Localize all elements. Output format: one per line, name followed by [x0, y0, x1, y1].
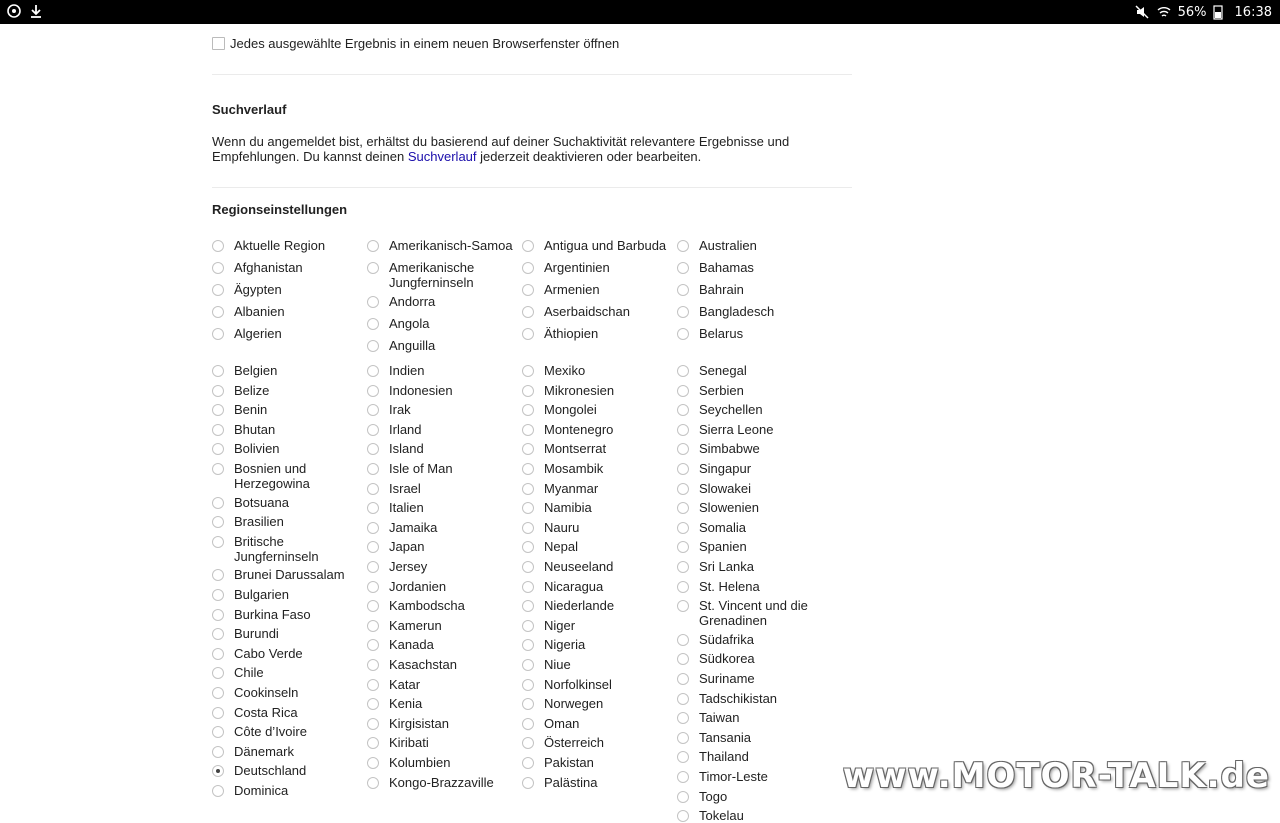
region-radio[interactable]	[367, 365, 379, 377]
region-label: Togo	[699, 788, 728, 804]
region-radio[interactable]	[522, 284, 534, 296]
region-label: Kasachstan	[389, 657, 457, 672]
region-radio[interactable]	[522, 620, 534, 632]
region-radio[interactable]	[677, 541, 689, 553]
wifi-icon	[1156, 4, 1172, 20]
region-label: Palästina	[544, 774, 598, 790]
region-radio[interactable]	[677, 771, 689, 783]
region-radio[interactable]	[677, 581, 689, 593]
region-radio[interactable]	[677, 328, 689, 340]
region-label: Anguilla	[389, 338, 436, 353]
region-radio[interactable]	[677, 284, 689, 296]
region-radio[interactable]	[677, 404, 689, 416]
region-radio[interactable]	[522, 443, 534, 455]
region-radio[interactable]	[677, 732, 689, 744]
region-label: Afghanistan	[234, 260, 303, 275]
region-label: Belarus	[699, 326, 744, 341]
region-label: Côte d’Ivoire	[234, 724, 307, 740]
region-label: Nauru	[544, 519, 580, 535]
region-label: Seychellen	[699, 402, 763, 418]
region-radio[interactable]	[367, 757, 379, 769]
region-label: Senegal	[699, 363, 747, 378]
region-label: Burundi	[234, 626, 279, 642]
region-radio[interactable]	[367, 340, 379, 352]
region-label: Niederlande	[544, 598, 615, 614]
region-label: Singapur	[699, 461, 752, 476]
region-label: Armenien	[544, 282, 600, 297]
region-label: Cabo Verde	[234, 645, 303, 661]
region-radio[interactable]	[522, 659, 534, 671]
region-label: Neuseeland	[544, 559, 614, 574]
region-radio[interactable]	[212, 328, 224, 340]
region-label: Spanien	[699, 539, 747, 555]
region-label: Australien	[699, 238, 757, 253]
region-radio[interactable]	[677, 262, 689, 274]
region-label: Thailand	[699, 749, 749, 765]
region-label: Somalia	[699, 519, 746, 535]
region-radio[interactable]	[522, 404, 534, 416]
region-label: Dominica	[234, 783, 289, 798]
region-radio[interactable]	[212, 443, 224, 455]
region-radio[interactable]	[212, 667, 224, 679]
region-radio[interactable]	[212, 240, 224, 252]
region-radio[interactable]	[212, 687, 224, 699]
region-radio[interactable]	[212, 707, 224, 719]
region-radio[interactable]	[367, 443, 379, 455]
watermark: www.MOTOR-TALK.de	[842, 756, 1270, 796]
region-radio[interactable]	[367, 318, 379, 330]
region-label: Jamaika	[389, 519, 438, 535]
region-radio[interactable]	[367, 659, 379, 671]
region-radio[interactable]	[677, 306, 689, 318]
region-radio[interactable]	[212, 262, 224, 274]
region-label: Aktuelle Region	[234, 238, 326, 253]
region-radio[interactable]	[677, 502, 689, 514]
region-radio[interactable]	[677, 810, 689, 822]
search-history-text-end: jederzeit deaktivieren oder bearbeiten.	[476, 149, 702, 164]
region-radio[interactable]	[367, 296, 379, 308]
region-radio[interactable]	[677, 483, 689, 495]
region-settings-heading: Regionseinstellungen	[212, 202, 348, 217]
new-window-checkbox[interactable]	[212, 37, 225, 50]
region-radio[interactable]	[367, 385, 379, 397]
region-radio[interactable]	[677, 463, 689, 475]
region-label: Tadschikistan	[699, 690, 778, 706]
region-radio[interactable]	[212, 536, 224, 548]
region-label: Oman	[544, 715, 580, 731]
region-label: Sri Lanka	[699, 559, 754, 574]
region-label: Slowakei	[699, 480, 752, 496]
region-radio[interactable]	[212, 306, 224, 318]
region-label: Antigua und Barbuda	[544, 238, 667, 253]
region-label: Mexiko	[544, 363, 586, 378]
region-radio[interactable]	[522, 581, 534, 593]
region-radio[interactable]	[367, 424, 379, 436]
region-radio[interactable]	[367, 541, 379, 553]
search-history-description	[212, 134, 832, 164]
region-label: Kenia	[389, 696, 423, 712]
region-label: Japan	[389, 539, 425, 555]
region-radio[interactable]	[522, 737, 534, 749]
region-label: Algerien	[234, 326, 282, 341]
region-label: Tokelau	[699, 808, 744, 823]
region-radio[interactable]	[212, 609, 224, 621]
region-label: Kanada	[389, 637, 434, 653]
region-radio[interactable]	[522, 639, 534, 651]
region-label: Niger	[544, 617, 576, 633]
region-radio[interactable]	[212, 284, 224, 296]
download-icon	[28, 3, 44, 19]
region-label: Belize	[234, 382, 270, 398]
region-label: Bosnien und Herzegowina	[234, 461, 310, 491]
region-radio[interactable]	[367, 463, 379, 475]
region-radio[interactable]	[522, 483, 534, 495]
region-label: Kamerun	[389, 617, 442, 633]
status-bar	[0, 0, 1280, 24]
region-label: Taiwan	[699, 710, 740, 726]
region-label: Bahamas	[699, 260, 754, 275]
region-label: Südafrika	[699, 631, 754, 647]
region-label: Indonesien	[389, 382, 453, 398]
region-radio[interactable]	[522, 698, 534, 710]
region-label: Niue	[544, 657, 571, 672]
region-label: Namibia	[544, 500, 592, 516]
divider	[212, 74, 852, 75]
region-radio[interactable]	[367, 600, 379, 612]
region-label: Andorra	[389, 294, 436, 309]
region-label: Norwegen	[544, 696, 604, 712]
region-label: Nepal	[544, 539, 578, 555]
region-radio[interactable]	[367, 777, 379, 789]
region-radio[interactable]	[677, 693, 689, 705]
search-history-link[interactable]: Suchverlauf	[407, 149, 477, 164]
region-radio[interactable]	[677, 443, 689, 455]
region-label: Amerikanische Jungferninseln	[389, 260, 475, 290]
region-label: Bangladesch	[699, 304, 775, 319]
region-radio[interactable]	[212, 589, 224, 601]
region-radio[interactable]	[212, 569, 224, 581]
region-label: Mikronesien	[544, 382, 615, 398]
region-radio[interactable]	[212, 463, 224, 475]
region-label: Brunei Darussalam	[234, 567, 345, 583]
region-label: Simbabwe	[699, 441, 760, 457]
region-radio[interactable]	[522, 365, 534, 377]
region-label: Kambodscha	[389, 598, 465, 614]
region-label: Brasilien	[234, 514, 284, 530]
region-label: Norfolkinsel	[544, 676, 612, 692]
battery-icon	[1213, 4, 1229, 20]
clock: 16:38	[1234, 4, 1272, 20]
region-label: Angola	[389, 316, 430, 331]
region-label: Benin	[234, 402, 268, 418]
region-radio[interactable]	[212, 365, 224, 377]
region-radio[interactable]	[522, 718, 534, 730]
region-label: Chile	[234, 665, 264, 681]
region-label: Bahrain	[699, 282, 744, 297]
region-radio[interactable]	[677, 791, 689, 803]
region-label: Kongo-Brazzaville	[389, 774, 494, 790]
search-history-text: Wenn du angemeldet bist, erhältst du basierend auf deiner Suchaktivität relevantere Ergebnisse und Empfehlungen. Du kannst deinen	[212, 134, 790, 164]
region-radio[interactable]	[522, 757, 534, 769]
region-label: Deutschland	[234, 763, 307, 779]
region-label: Mosambik	[544, 461, 604, 476]
region-radio[interactable]	[677, 634, 689, 646]
region-label: Jersey	[389, 559, 428, 574]
region-radio[interactable]	[677, 522, 689, 534]
new-window-label: Jedes ausgewählte Ergebnis in einem neuen Browserfenster öffnen	[230, 36, 620, 51]
search-history-heading: Suchverlauf	[212, 102, 287, 117]
region-label: Myanmar	[544, 480, 599, 496]
region-label: Kolumbien	[389, 755, 451, 770]
region-label: Aserbaidschan	[544, 304, 630, 319]
region-label: Österreich	[544, 735, 604, 751]
region-label: Timor-Leste	[699, 769, 768, 784]
region-label: Albanien	[234, 304, 285, 319]
region-label: Italien	[389, 500, 424, 516]
region-label: Cookinseln	[234, 685, 299, 700]
region-label: Kiribati	[389, 735, 429, 751]
region-radio[interactable]	[522, 240, 534, 252]
region-label: Ägypten	[234, 282, 282, 297]
region-label: Island	[389, 441, 424, 457]
region-label: Indien	[389, 363, 425, 378]
region-label: Nigeria	[544, 637, 586, 653]
region-label: Sierra Leone	[699, 421, 774, 437]
region-radio[interactable]	[677, 751, 689, 763]
region-radio[interactable]	[367, 240, 379, 252]
power-saver-icon	[6, 3, 22, 19]
region-radio[interactable]	[367, 483, 379, 495]
region-radio[interactable]	[522, 541, 534, 553]
region-label: Südkorea	[699, 651, 755, 667]
region-radio[interactable]	[677, 365, 689, 377]
region-radio[interactable]	[212, 385, 224, 397]
region-label: Irak	[389, 402, 411, 418]
region-label: Israel	[389, 480, 421, 496]
region-label: St. Vincent und die Grenadinen	[699, 598, 808, 629]
region-label: Botsuana	[234, 494, 289, 510]
region-radio[interactable]	[367, 718, 379, 730]
region-label: Dänemark	[234, 743, 294, 759]
battery-percent: 56%	[1177, 4, 1207, 20]
region-label: Argentinien	[544, 260, 610, 275]
region-label: Slowenien	[699, 500, 759, 516]
region-radio[interactable]	[367, 561, 379, 573]
region-label: Burkina Faso	[234, 606, 311, 622]
region-label: Tansania	[699, 729, 752, 745]
region-label: St. Helena	[699, 578, 760, 594]
region-radio[interactable]	[677, 600, 689, 612]
region-radio[interactable]	[522, 600, 534, 612]
region-label: Belgien	[234, 363, 278, 378]
region-label: Kirgisistan	[389, 715, 449, 731]
mute-icon	[1134, 4, 1150, 20]
region-radio[interactable]	[522, 561, 534, 573]
region-radio[interactable]	[367, 262, 379, 274]
region-label: Nicaragua	[544, 578, 604, 594]
region-label: Katar	[389, 676, 421, 692]
region-radio[interactable]	[677, 561, 689, 573]
region-radio[interactable]	[522, 679, 534, 691]
divider	[212, 187, 852, 188]
region-radio[interactable]	[212, 404, 224, 416]
region-radio[interactable]	[367, 502, 379, 514]
region-radio[interactable]	[522, 777, 534, 789]
region-radio[interactable]	[367, 679, 379, 691]
region-radio[interactable]	[367, 737, 379, 749]
region-radio[interactable]	[212, 765, 224, 777]
region-label: Isle of Man	[389, 461, 453, 476]
region-label: Amerikanisch-Samoa	[389, 238, 513, 253]
region-radio[interactable]	[212, 628, 224, 640]
region-radio[interactable]	[522, 463, 534, 475]
region-label: Äthiopien	[544, 326, 599, 341]
region-label: Mongolei	[544, 402, 597, 418]
region-radio[interactable]	[522, 328, 534, 340]
region-radio[interactable]	[677, 653, 689, 665]
region-label: Pakistan	[544, 755, 594, 770]
region-label: Bhutan	[234, 421, 276, 437]
region-label: Britische Jungferninseln	[234, 533, 319, 564]
region-label: Montserrat	[544, 441, 607, 457]
region-radio[interactable]	[677, 712, 689, 724]
region-radio[interactable]	[522, 306, 534, 318]
region-label: Bulgarien	[234, 587, 289, 602]
region-radio[interactable]	[677, 240, 689, 252]
region-label: Irland	[389, 421, 422, 437]
region-radio[interactable]	[367, 404, 379, 416]
region-radio[interactable]	[522, 385, 534, 397]
region-label: Serbien	[699, 382, 744, 398]
region-radio[interactable]	[367, 581, 379, 593]
region-radio[interactable]	[212, 785, 224, 797]
region-radio[interactable]	[367, 639, 379, 651]
region-radio[interactable]	[212, 516, 224, 528]
region-label: Costa Rica	[234, 704, 298, 720]
region-radio[interactable]	[522, 262, 534, 274]
region-radio[interactable]	[367, 698, 379, 710]
region-radio[interactable]	[212, 746, 224, 758]
region-radio[interactable]	[522, 424, 534, 436]
region-radio[interactable]	[212, 497, 224, 509]
region-label: Montenegro	[544, 421, 614, 437]
region-radio[interactable]	[212, 648, 224, 660]
region-radio[interactable]	[677, 385, 689, 397]
region-radio[interactable]	[367, 522, 379, 534]
region-label: Jordanien	[389, 578, 447, 594]
region-radio[interactable]	[212, 424, 224, 436]
region-radio[interactable]	[677, 673, 689, 685]
region-radio[interactable]	[522, 522, 534, 534]
region-radio[interactable]	[212, 726, 224, 738]
new-window-option[interactable]	[212, 36, 619, 51]
region-radio[interactable]	[367, 620, 379, 632]
region-label: Suriname	[699, 671, 755, 686]
region-radio[interactable]	[677, 424, 689, 436]
region-label: Bolivien	[234, 441, 280, 457]
region-radio[interactable]	[522, 502, 534, 514]
